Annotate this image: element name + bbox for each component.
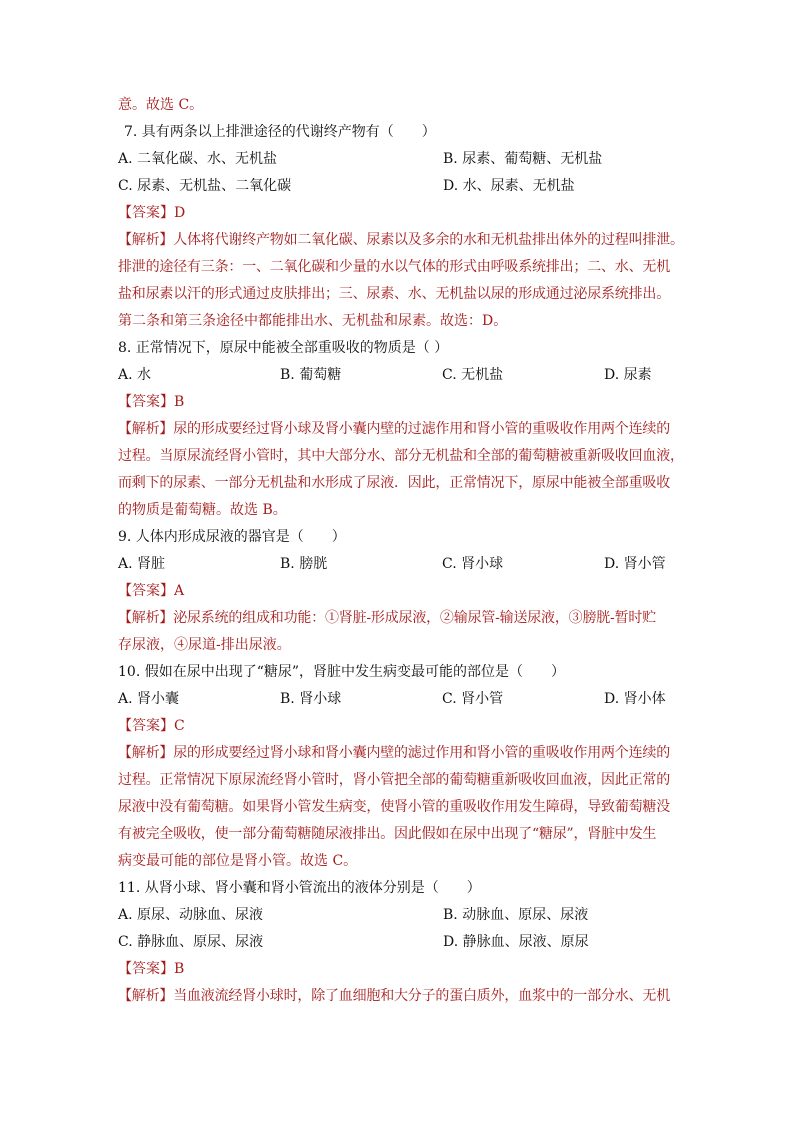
option-a: A. 二氧化碳、水、无机盐: [118, 151, 278, 167]
explanation-line: 【解析】尿的形成要经过肾小球及肾小囊内壁的过滤作用和肾小管的重吸收作用两个连续的: [118, 421, 670, 437]
explanation-line: 盐和尿素以汗的形式通过皮肤排出；三、尿素、水、无机盐以尿的形成通过泌尿系统排出。: [118, 286, 670, 302]
question-9: 9. 人体内形成尿液的器官是（ ）: [118, 529, 346, 545]
options-row: [118, 551, 684, 578]
option-c: C. 肾小管: [442, 691, 504, 707]
option-d: D. 肾小体: [604, 691, 666, 707]
question-8: 8. 正常情况下，原尿中能被全部重吸收的物质是（ ）: [118, 340, 449, 356]
explanation-line: 第二条和第三条途径中都能排出水、无机盐和尿素。故选：D。: [118, 313, 508, 329]
question-content: [118, 92, 684, 1010]
explanation-line: 病变最可能的部位是肾小管。故选 C。: [118, 853, 358, 869]
explanation-line: 存尿液，④尿道-排出尿液。: [118, 637, 291, 653]
explanation-line: 尿液中没有葡萄糖。如果肾小管发生病变，使肾小管的重吸收作用发生障碍，导致葡萄糖没: [118, 799, 670, 815]
option-b: B. 肾小球: [280, 691, 342, 707]
options-row: [118, 173, 684, 200]
explanation-line: 【解析】当血液流经肾小球时，除了血细胞和大分子的蛋白质外，血浆中的一部分水、无机: [118, 988, 670, 1004]
option-a: A. 原尿、动脉血、尿液: [118, 907, 264, 923]
options-row: [118, 362, 684, 389]
explanation-line: 【解析】人体将代谢终产物如二氧化碳、尿素以及多余的水和无机盐排出体外的过程叫排泄。: [118, 232, 684, 248]
options-row: [118, 902, 684, 929]
explanation-line: 有被完全吸收，使一部分葡萄糖随尿液排出。因此假如在尿中出现了“糖尿”，肾脏中发生: [118, 826, 657, 842]
option-a: A. 肾小囊: [118, 691, 180, 707]
explanation-line: 过程。正常情况下原尿流经肾小管时，肾小管把全部的葡萄糖重新吸收回血液，因此正常的: [118, 772, 670, 788]
explanation-line: 意。故选 C。: [118, 97, 204, 113]
options-row: [118, 686, 684, 713]
options-row: [118, 929, 684, 956]
answer-line: 【答案】D: [118, 205, 186, 221]
explanation-line: 过程。当原尿流经肾小管时，其中大部分水、部分无机盐和全部的葡萄糖被重新吸收回血液，: [118, 448, 684, 464]
option-b: B. 葡萄糖: [280, 367, 342, 383]
explanation-line: 而剩下的尿素、一部分无机盐和水形成了尿液．因此，正常情况下，原尿中能被全部重吸收: [118, 475, 670, 491]
option-a: A. 肾脏: [118, 556, 166, 572]
answer-line: 【答案】A: [118, 583, 185, 599]
option-a: A. 水: [118, 367, 152, 383]
option-c: C. 无机盐: [442, 367, 504, 383]
option-d: D. 静脉血、尿液、原尿: [443, 934, 589, 950]
option-b: B. 膀胱: [280, 556, 328, 572]
explanation-line: 的物质是葡萄糖。故选 B。: [118, 502, 287, 518]
question-7: 7. 具有两条以上排泄途径的代谢终产物有（ ）: [124, 124, 436, 140]
answer-line: 【答案】C: [118, 718, 185, 734]
option-b: B. 尿素、葡萄糖、无机盐: [443, 151, 603, 167]
answer-line: 【答案】B: [118, 394, 185, 410]
option-c: C. 肾小球: [442, 556, 504, 572]
explanation-line: 排泄的途径有三条：一、二氧化碳和少量的水以气体的形式由呼吸系统排出；二、水、无机: [118, 259, 670, 275]
option-c: C. 静脉血、原尿、尿液: [118, 934, 264, 950]
option-d: D. 肾小管: [604, 556, 666, 572]
options-row: [118, 146, 684, 173]
option-c: C. 尿素、无机盐、二氧化碳: [118, 178, 292, 194]
explanation-line: 【解析】尿的形成要经过肾小球和肾小囊内壁的滤过作用和肾小管的重吸收作用两个连续的: [118, 745, 670, 761]
question-10: 10. 假如在尿中出现了“糖尿”，肾脏中发生病变最可能的部位是（ ）: [118, 664, 566, 680]
option-b: B. 动脉血、原尿、尿液: [443, 907, 589, 923]
option-d: D. 尿素: [604, 367, 652, 383]
option-d: D. 水、尿素、无机盐: [443, 178, 575, 194]
question-11: 11. 从肾小球、肾小囊和肾小管流出的液体分别是（ ）: [118, 880, 481, 896]
answer-line: 【答案】B: [118, 961, 185, 977]
explanation-line: 【解析】泌尿系统的组成和功能：①肾脏-形成尿液，②输尿管-输送尿液，③膀胱-暂时贮: [118, 610, 656, 626]
